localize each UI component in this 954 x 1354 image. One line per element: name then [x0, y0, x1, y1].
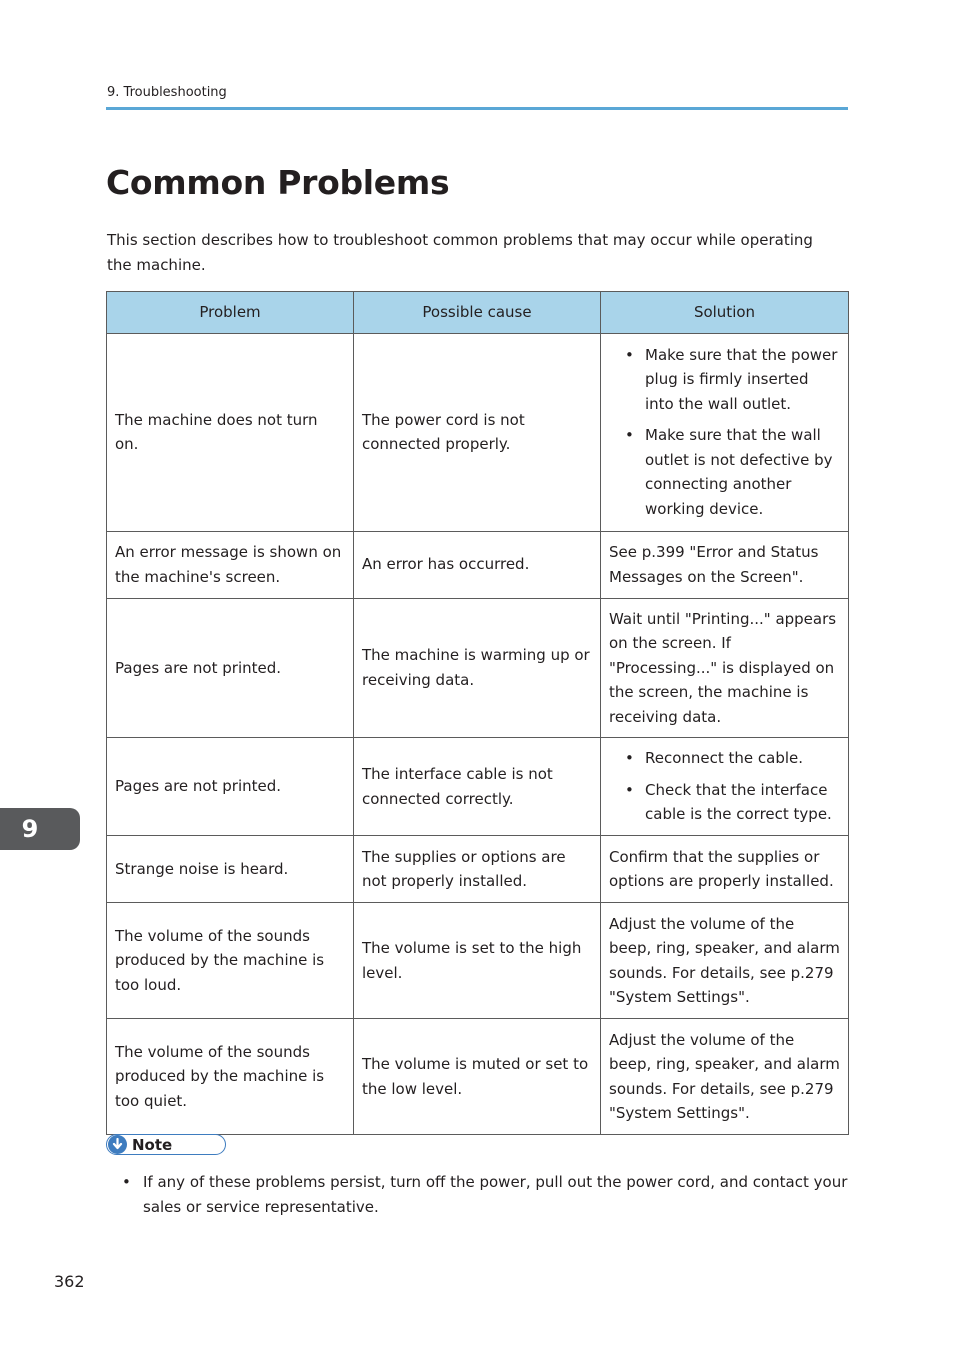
table-row [107, 903, 849, 1019]
solution-cell: Adjust the volume of the beep, ring, speaker, and alarm sounds. For details, see p.279 "System Settings". [601, 903, 849, 1019]
solution-item: • Check that the interface cable is the correct type. [645, 778, 840, 827]
note-list [143, 1170, 848, 1220]
column-header-problem: Problem [107, 292, 354, 334]
table-row [107, 1019, 849, 1135]
cause-cell: An error has occurred. [354, 531, 601, 598]
cause-cell: The supplies or options are not properly installed. [354, 836, 601, 903]
cause-cell: The power cord is not connected properly. [354, 333, 601, 531]
column-header-cause: Possible cause [354, 292, 601, 334]
problem-cell: The volume of the sounds produced by the machine is too quiet. [107, 1019, 354, 1135]
problem-cell: Strange noise is heard. [107, 836, 354, 903]
table-row [107, 531, 849, 598]
running-header: 9. Troubleshooting [107, 85, 227, 100]
solution-list [609, 746, 840, 827]
solution-cell: Confirm that the supplies or options are properly installed. [601, 836, 849, 903]
chapter-number: 9 [21, 815, 39, 843]
table-row [107, 836, 849, 903]
cause-cell: The interface cable is not connected correctly. [354, 738, 601, 836]
table-row [107, 738, 849, 836]
note-item: • If any of these problems persist, turn off the power, pull out the power cord, and contact your sales or service representative. [143, 1170, 848, 1220]
cause-cell: The volume is muted or set to the low level. [354, 1019, 601, 1135]
page-title: Common Problems [106, 163, 450, 202]
table-row [107, 333, 849, 531]
down-arrow-icon [108, 1135, 127, 1154]
column-header-solution: Solution [601, 292, 849, 334]
intro-paragraph: This section describes how to troubleshoot common problems that may occur while operating the machine. [107, 231, 813, 274]
solution-cell [601, 333, 849, 531]
problem-cell: The volume of the sounds produced by the machine is too loud. [107, 903, 354, 1019]
page-number: 362 [54, 1272, 85, 1291]
solution-cell: Wait until "Printing..." appears on the screen. If "Processing..." is displayed on the screen, the machine is receiving data. [601, 598, 849, 738]
cause-cell: The machine is warming up or receiving data. [354, 598, 601, 738]
note-badge [106, 1134, 226, 1155]
solution-item: • Reconnect the cable. [645, 746, 840, 771]
solution-item: • Make sure that the power plug is firmly inserted into the wall outlet. [645, 343, 840, 417]
table-row [107, 598, 849, 738]
solution-cell: Adjust the volume of the beep, ring, speaker, and alarm sounds. For details, see p.279 "System Settings". [601, 1019, 849, 1135]
header-rule [106, 107, 848, 110]
problems-table [106, 291, 849, 1135]
solution-cell: See p.399 "Error and Status Messages on the Screen". [601, 531, 849, 598]
solution-item: • Make sure that the wall outlet is not defective by connecting another working device. [645, 423, 840, 521]
cause-cell: The volume is set to the high level. [354, 903, 601, 1019]
problem-cell: Pages are not printed. [107, 598, 354, 738]
chapter-tab [0, 808, 80, 850]
problem-cell: Pages are not printed. [107, 738, 354, 836]
problem-cell: An error message is shown on the machine's screen. [107, 531, 354, 598]
solution-list [609, 343, 840, 522]
note-label: Note [132, 1135, 173, 1154]
table-header-row [107, 292, 849, 334]
problem-cell: The machine does not turn on. [107, 333, 354, 531]
solution-cell [601, 738, 849, 836]
